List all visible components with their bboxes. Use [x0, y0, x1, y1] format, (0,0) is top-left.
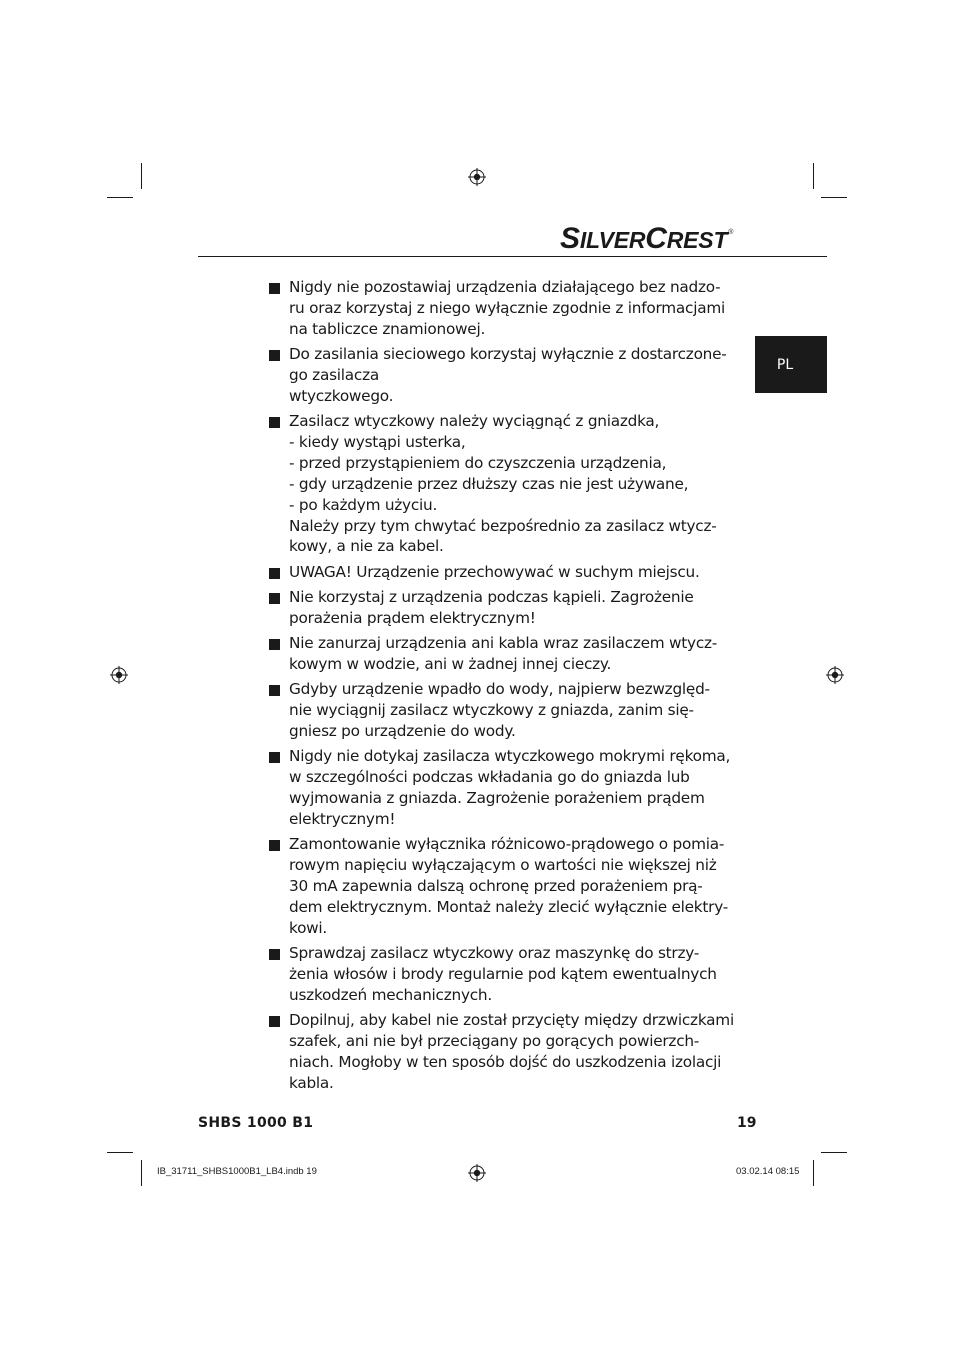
list-item-line: kowi. — [289, 918, 328, 937]
list-item-line: Nie korzystaj z urządzenia podczas kąpieli. Zagrożenie — [289, 587, 694, 606]
list-item-line: rowym napięciu wyłączającym o wartości nie większej niż — [289, 855, 717, 874]
list-item — [268, 411, 738, 557]
list-item-line: dem elektrycznym. Montaż należy zlecić wyłącznie elektry- — [289, 897, 728, 916]
list-item-line: Dopilnuj, aby kabel nie został przycięty między drzwiczkami — [289, 1010, 734, 1029]
list-item — [268, 277, 738, 340]
square-bullet-icon — [269, 350, 280, 361]
list-item-line: kowym w wodzie, ani w żadnej innej cieczy. — [289, 654, 612, 673]
list-item-line: uszkodzeń mechanicznych. — [289, 985, 492, 1004]
list-item — [268, 587, 738, 629]
list-item-line: żenia włosów i brody regularnie pod kątem ewentualnych — [289, 964, 717, 983]
crop-mark — [813, 163, 814, 189]
square-bullet-icon — [269, 283, 280, 294]
square-bullet-icon — [269, 752, 280, 763]
list-item-line: Sprawdzaj zasilacz wtyczkowy oraz maszynkę do strzy- — [289, 943, 700, 962]
list-item-line: 30 mA zapewnia dalszą ochronę przed porażeniem prą- — [289, 876, 703, 895]
crop-mark — [141, 1160, 142, 1186]
header-rule — [198, 256, 827, 257]
registration-mark-icon — [826, 666, 844, 684]
language-tab-label: PL — [776, 356, 794, 373]
brand-logo: SILVERCREST® — [560, 222, 734, 255]
square-bullet-icon — [269, 417, 280, 428]
list-item — [268, 562, 738, 583]
list-item-line: niach. Mogłoby w ten sposób dojść do uszkodzenia izolacji — [289, 1052, 722, 1071]
square-bullet-icon — [269, 840, 280, 851]
list-item — [268, 746, 738, 830]
list-item-line: elektrycznym! — [289, 809, 396, 828]
slug-date: 03.02.14 08:15 — [736, 1166, 800, 1177]
list-item-line: szafek, ani nie był przeciągany po gorących powierzch- — [289, 1031, 700, 1050]
list-item — [268, 679, 738, 742]
list-item-line: - po każdym użyciu. — [289, 495, 438, 514]
slug-file-info: IB_31711_SHBS1000B1_LB4.indb 19 — [157, 1166, 317, 1177]
list-item-line: nie wyciągnij zasilacz wtyczkowy z gniazda, zanim się- — [289, 701, 694, 719]
list-item-line: Zasilacz wtyczkowy należy wyciągnąć z gniazdka, — [289, 412, 660, 431]
crop-mark — [821, 197, 847, 198]
square-bullet-icon — [269, 593, 280, 604]
registration-mark-icon — [468, 168, 486, 186]
list-item-line: Do zasilania sieciowego korzystaj wyłącznie z dostarczone- — [289, 345, 727, 364]
square-bullet-icon — [269, 639, 280, 650]
list-item-line: go zasilacza — [289, 365, 379, 384]
list-item-line: ru oraz korzystaj z niego wyłącznie zgodnie z informacjami — [289, 298, 725, 317]
crop-mark — [107, 197, 133, 198]
square-bullet-icon — [269, 685, 280, 696]
list-item-line: Gdyby urządzenie wpadło do wody, najpierw bezwzględ- — [289, 680, 710, 699]
list-item-line: - kiedy wystąpi usterka, — [289, 432, 466, 451]
footer-model: SHBS 1000 B1 — [198, 1115, 314, 1131]
list-item-line: kabla. — [289, 1073, 334, 1092]
registration-mark-icon — [110, 666, 128, 684]
list-item-line: - gdy urządzenie przez dłuższy czas nie jest używane, — [289, 474, 689, 493]
list-item-line: Zamontowanie wyłącznika różnicowo-prądowego o pomia- — [289, 835, 725, 854]
square-bullet-icon — [269, 568, 280, 579]
list-item-line: Nigdy nie dotykaj zasilacza wtyczkowego mokrymi rękoma, — [289, 747, 731, 766]
page-number: 19 — [737, 1115, 757, 1131]
list-item-line: gniesz po urządzenie do wody. — [289, 721, 516, 740]
safety-instructions-list — [268, 277, 738, 1098]
list-item-line: na tabliczce znamionowej. — [289, 319, 486, 338]
list-item — [268, 1010, 738, 1094]
list-item-line: - przed przystąpieniem do czyszczenia urządzenia, — [289, 453, 667, 472]
crop-mark — [821, 1152, 847, 1153]
list-item-line: porażenia prądem elektrycznym! — [289, 608, 536, 627]
list-item-line: UWAGA! Urządzenie przechowywać w suchym miejscu. — [289, 562, 700, 581]
registration-mark-icon — [468, 1164, 486, 1182]
list-item — [268, 943, 738, 1006]
crop-mark — [813, 1160, 814, 1186]
crop-mark — [141, 163, 142, 189]
language-tab — [755, 336, 827, 393]
list-item-line: kowy, a nie za kabel. — [289, 537, 444, 556]
list-item-line: Nigdy nie pozostawiaj urządzenia działającego bez nadzo- — [289, 278, 721, 296]
list-item — [268, 633, 738, 675]
list-item-line: Należy przy tym chwytać bezpośrednio za zasilacz wtycz- — [289, 516, 717, 535]
list-item — [268, 344, 738, 407]
square-bullet-icon — [269, 1016, 280, 1027]
list-item-line: wtyczkowego. — [289, 386, 394, 405]
list-item-line: Nie zanurzaj urządzenia ani kabla wraz zasilaczem wtycz- — [289, 633, 718, 652]
list-item-line: wyjmowania z gniazda. Zagrożenie porażeniem prądem — [289, 788, 705, 807]
list-item — [268, 834, 738, 939]
square-bullet-icon — [269, 949, 280, 960]
crop-mark — [107, 1152, 133, 1153]
list-item-line: w szczególności podczas wkładania go do gniazda lub — [289, 768, 690, 787]
